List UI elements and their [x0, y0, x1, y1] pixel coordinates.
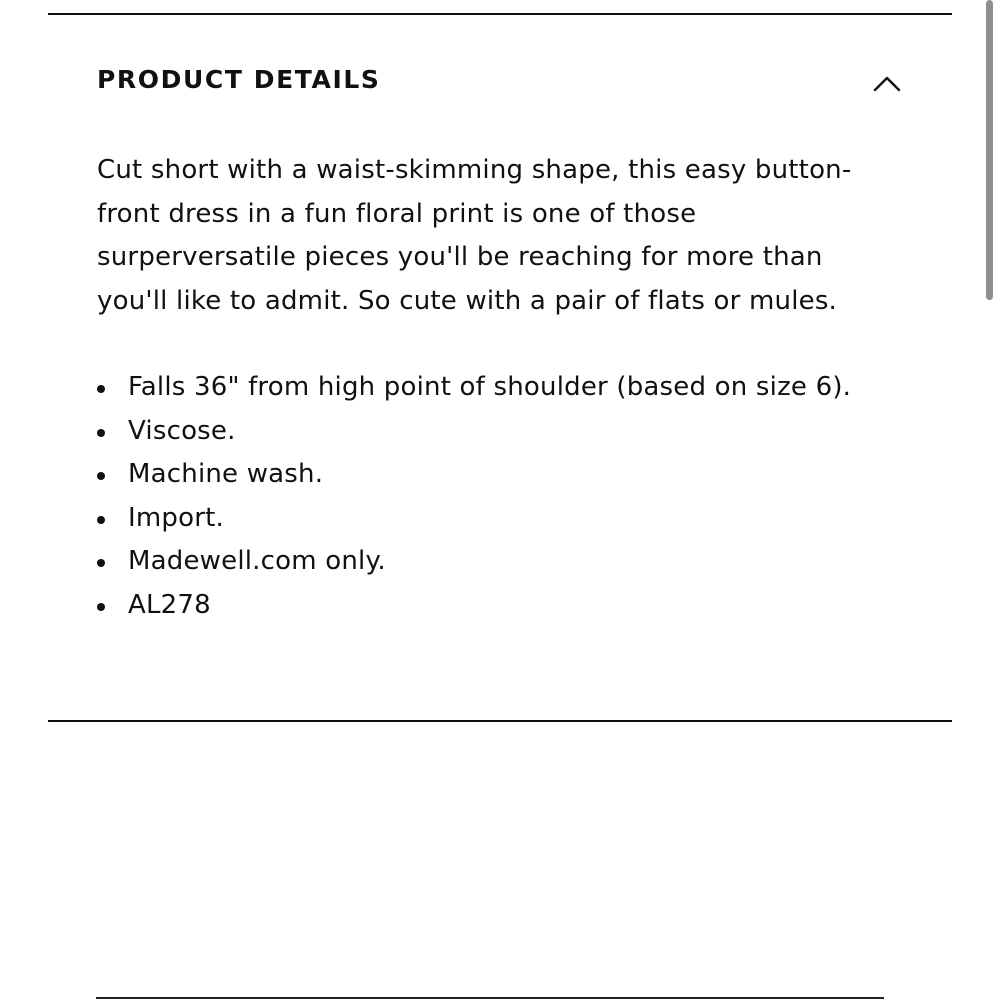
list-item — [97, 497, 877, 541]
bullet-icon — [97, 429, 105, 437]
next-section-divider — [96, 997, 884, 999]
list-item — [97, 410, 877, 454]
list-item-text: AL278 — [128, 589, 211, 620]
product-details-list — [97, 366, 877, 627]
list-item — [97, 366, 877, 410]
list-item — [97, 540, 877, 584]
bullet-icon — [97, 472, 105, 480]
bullet-icon — [97, 603, 105, 611]
list-item — [97, 453, 877, 497]
list-item-text: Viscose. — [128, 415, 236, 446]
list-item-text: Falls 36" from high point of shoulder (based on size 6). — [128, 372, 852, 402]
chevron-up-icon[interactable] — [872, 70, 902, 94]
bullet-icon — [97, 559, 105, 567]
list-item — [97, 584, 877, 628]
product-description: Cut short with a waist-skimming shape, this easy button-front dress in a fun floral print is one of those surperversatile pieces you'll be reaching for more than you'll like to admit. So cute with a pair of flats or mules. — [97, 155, 852, 316]
list-item-text: Madewell.com only. — [128, 546, 386, 576]
scrollbar-thumb[interactable] — [986, 0, 993, 300]
bullet-icon — [97, 385, 105, 393]
bullet-icon — [97, 516, 105, 524]
product-details-title: PRODUCT DETAILS — [97, 65, 381, 94]
section-divider-top — [48, 13, 952, 15]
section-divider-bottom — [48, 720, 952, 722]
product-details-accordion-header[interactable] — [48, 40, 952, 124]
list-item-text: Import. — [128, 502, 224, 533]
list-item-text: Machine wash. — [128, 459, 324, 489]
